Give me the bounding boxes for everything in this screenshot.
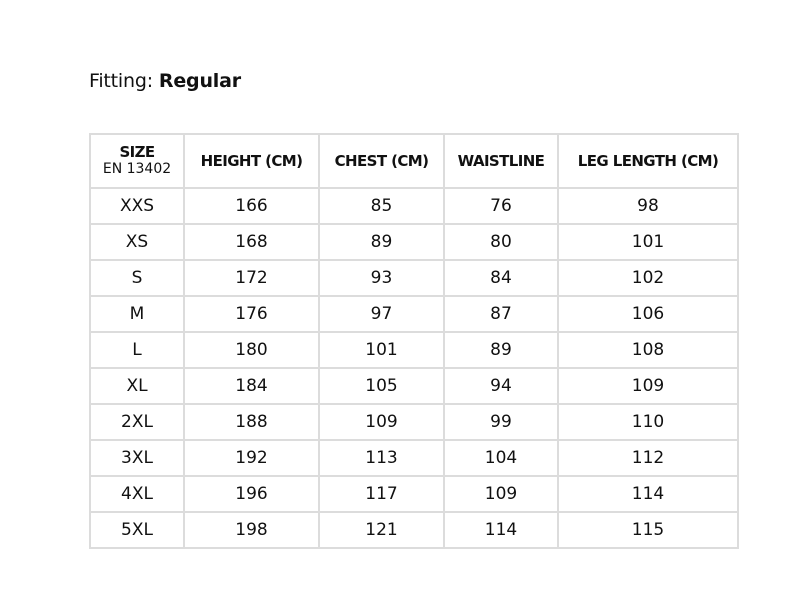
table-row (90, 260, 738, 296)
cell-height: 188 (184, 404, 319, 440)
table-row (90, 296, 738, 332)
cell-leg-length: 108 (558, 332, 738, 368)
table-row (90, 224, 738, 260)
cell-chest: 105 (319, 368, 444, 404)
table-row (90, 368, 738, 404)
cell-height: 172 (184, 260, 319, 296)
fitting-line (89, 70, 241, 92)
cell-waistline: 80 (444, 224, 558, 260)
cell-size: 2XL (90, 404, 184, 440)
cell-height: 198 (184, 512, 319, 548)
header-size-standard: EN 13402 (102, 161, 172, 177)
size-chart-table (89, 133, 739, 549)
table-row (90, 512, 738, 548)
cell-chest: 109 (319, 404, 444, 440)
cell-chest: 93 (319, 260, 444, 296)
cell-waistline: 89 (444, 332, 558, 368)
cell-chest: 85 (319, 188, 444, 224)
cell-chest: 117 (319, 476, 444, 512)
header-waistline: WAISTLINE (444, 134, 558, 188)
cell-waistline: 114 (444, 512, 558, 548)
cell-height: 180 (184, 332, 319, 368)
cell-size: XXS (90, 188, 184, 224)
header-leg-length: LEG LENGTH (CM) (558, 134, 738, 188)
header-height: HEIGHT (CM) (184, 134, 319, 188)
cell-waistline: 109 (444, 476, 558, 512)
fitting-label: Fitting: (89, 70, 153, 92)
cell-height: 168 (184, 224, 319, 260)
cell-chest: 121 (319, 512, 444, 548)
cell-height: 176 (184, 296, 319, 332)
header-size (90, 134, 184, 188)
table-row (90, 332, 738, 368)
table-header-row (90, 134, 738, 188)
cell-size: 4XL (90, 476, 184, 512)
cell-waistline: 94 (444, 368, 558, 404)
cell-size: 5XL (90, 512, 184, 548)
cell-leg-length: 102 (558, 260, 738, 296)
cell-leg-length: 110 (558, 404, 738, 440)
cell-chest: 97 (319, 296, 444, 332)
cell-height: 192 (184, 440, 319, 476)
cell-size: L (90, 332, 184, 368)
cell-size: XS (90, 224, 184, 260)
cell-chest: 89 (319, 224, 444, 260)
cell-waistline: 76 (444, 188, 558, 224)
cell-size: M (90, 296, 184, 332)
cell-leg-length: 112 (558, 440, 738, 476)
cell-height: 184 (184, 368, 319, 404)
fitting-value: Regular (158, 70, 241, 92)
header-size-label: SIZE (119, 143, 155, 161)
table-row (90, 404, 738, 440)
cell-waistline: 87 (444, 296, 558, 332)
table-row (90, 188, 738, 224)
cell-chest: 113 (319, 440, 444, 476)
cell-leg-length: 101 (558, 224, 738, 260)
cell-size: 3XL (90, 440, 184, 476)
cell-waistline: 104 (444, 440, 558, 476)
table-row (90, 476, 738, 512)
cell-height: 196 (184, 476, 319, 512)
cell-chest: 101 (319, 332, 444, 368)
cell-leg-length: 106 (558, 296, 738, 332)
cell-size: S (90, 260, 184, 296)
header-chest: CHEST (CM) (319, 134, 444, 188)
cell-height: 166 (184, 188, 319, 224)
cell-waistline: 84 (444, 260, 558, 296)
cell-waistline: 99 (444, 404, 558, 440)
cell-size: XL (90, 368, 184, 404)
table-row (90, 440, 738, 476)
cell-leg-length: 109 (558, 368, 738, 404)
cell-leg-length: 114 (558, 476, 738, 512)
cell-leg-length: 98 (558, 188, 738, 224)
cell-leg-length: 115 (558, 512, 738, 548)
